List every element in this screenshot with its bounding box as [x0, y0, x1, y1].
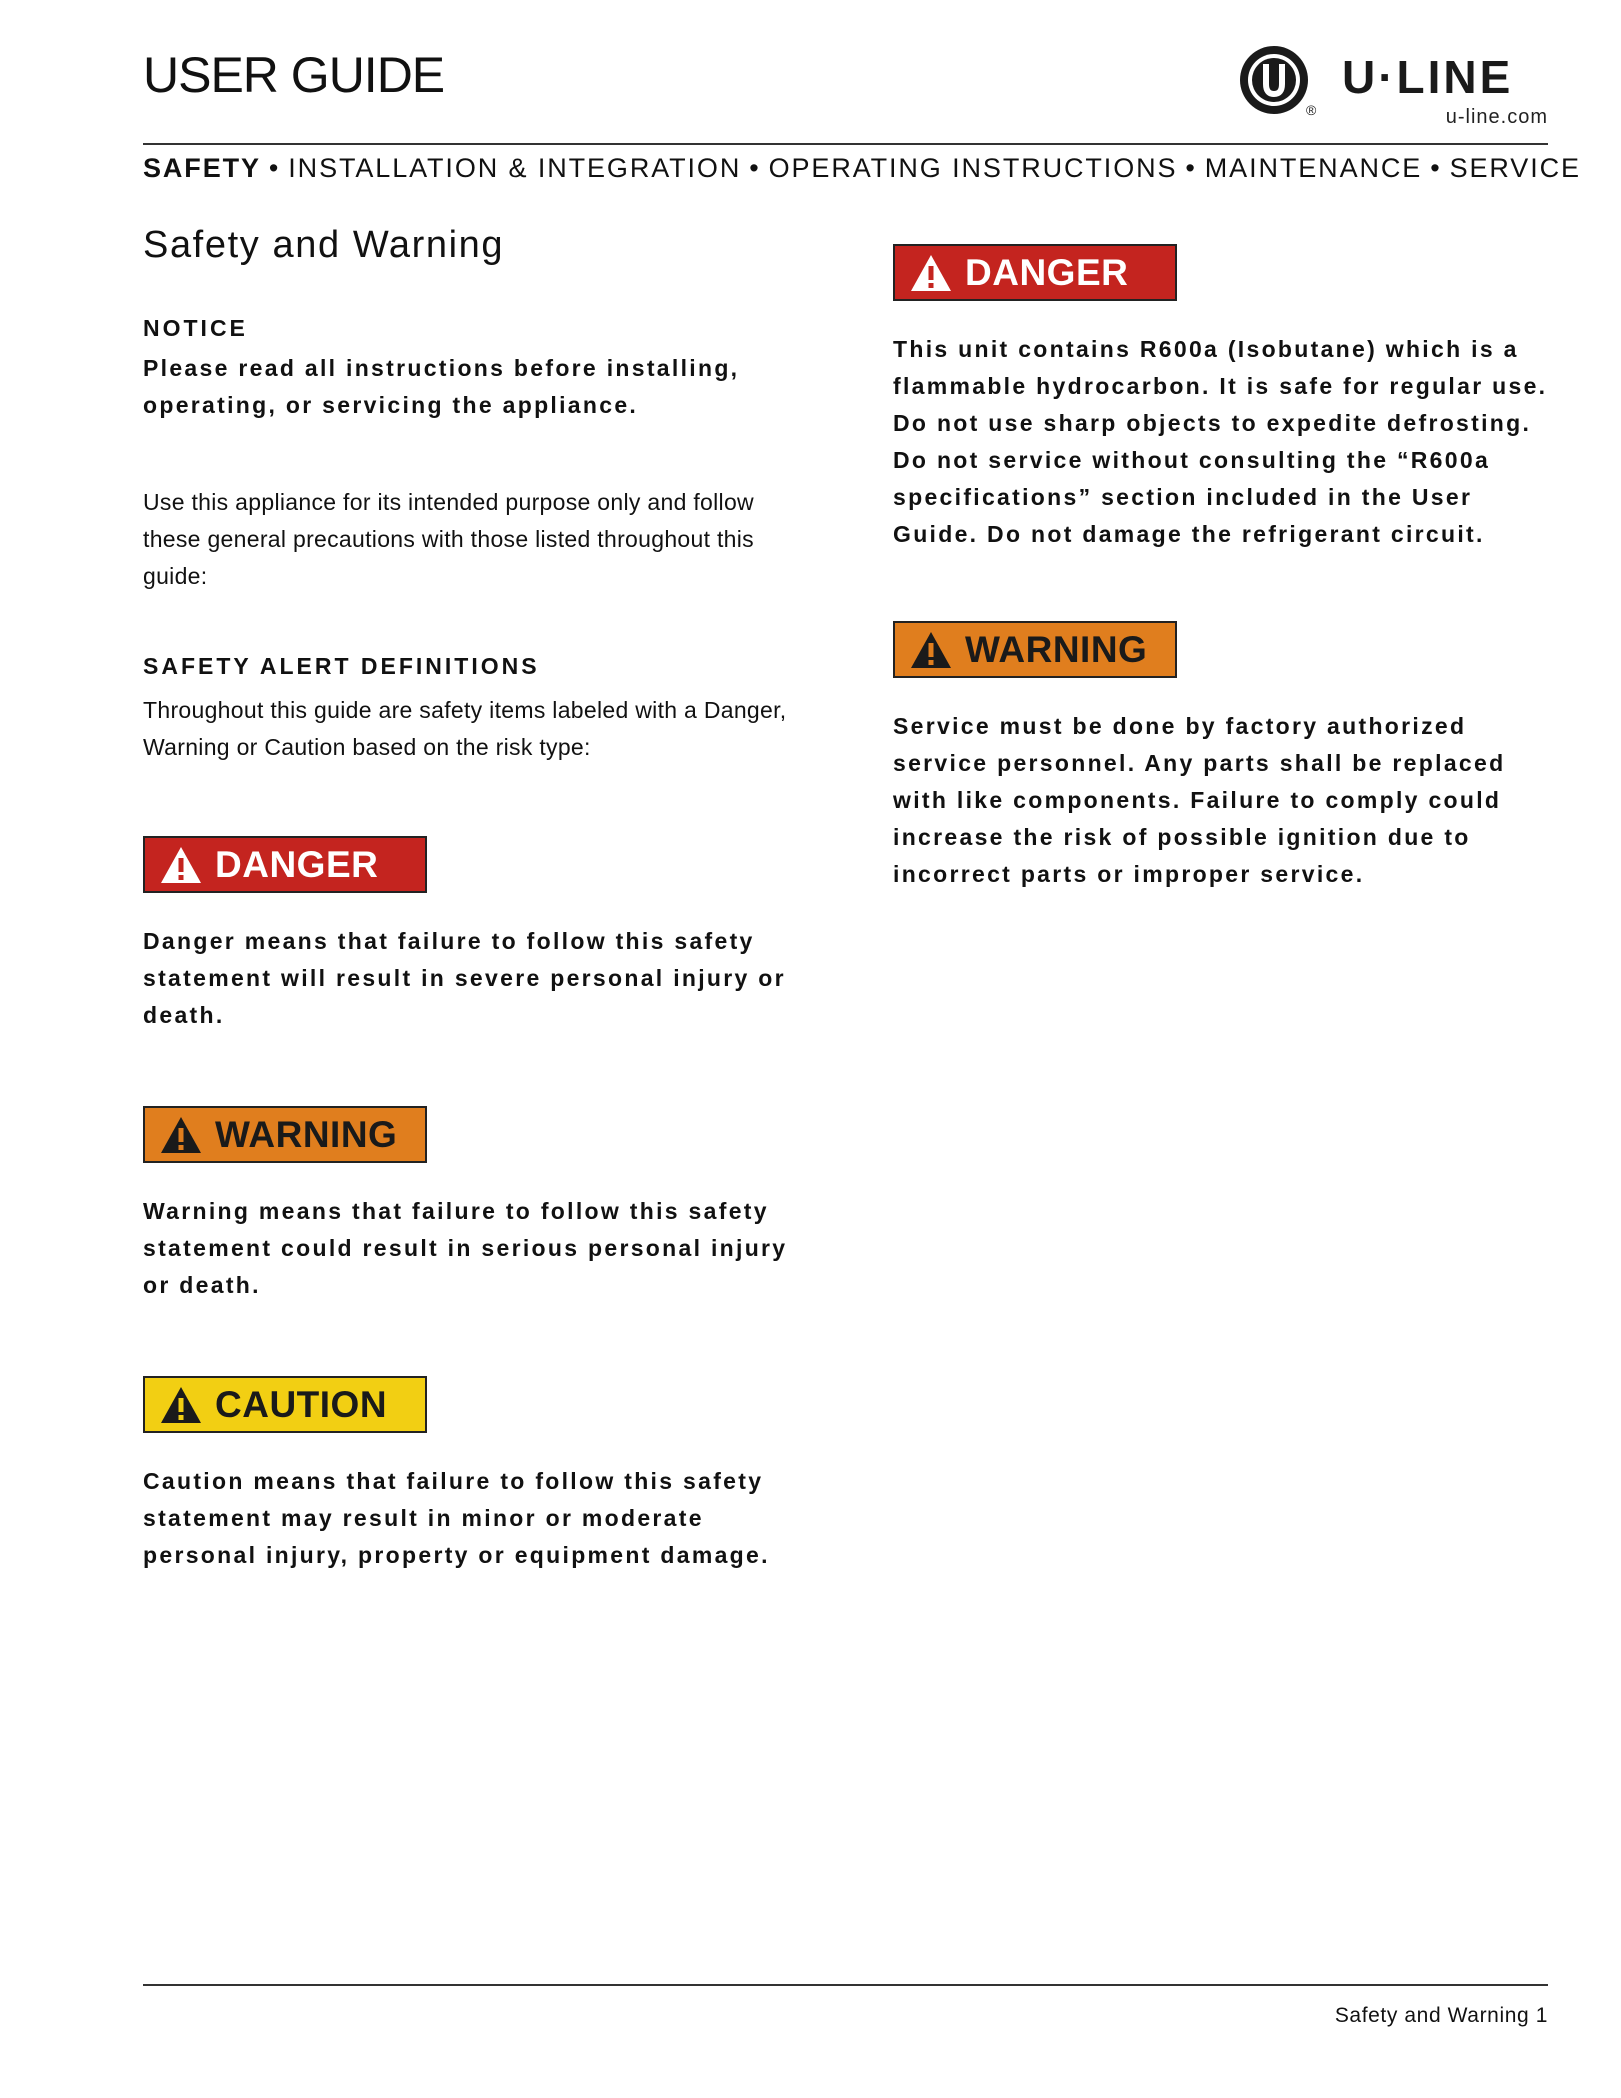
danger-label: DANGER: [965, 251, 1129, 293]
warning-signal: [143, 1106, 427, 1163]
nav-separator: •: [749, 153, 761, 183]
warning-triangle-icon: [909, 630, 953, 670]
warning-label: WARNING: [965, 628, 1148, 670]
notice-heading: NOTICE: [143, 315, 248, 341]
danger-label: DANGER: [215, 843, 379, 885]
caution-signal: [143, 1376, 427, 1433]
registered-mark: ®: [1306, 102, 1317, 118]
intro-text: Use this appliance for its intended purpose only and follow these general precautions with those listed throughout this guide:: [143, 489, 754, 589]
warning-definition: Warning means that failure to follow this safety statement could result in serious personal injury or death.: [143, 1198, 788, 1298]
warning-label: WARNING: [215, 1113, 398, 1155]
footer-divider: [143, 1984, 1548, 1986]
warning-triangle-icon: [159, 845, 203, 885]
caution-label: CAUTION: [215, 1383, 388, 1425]
section-title: Safety and Warning: [143, 224, 505, 266]
warning-signal: [893, 621, 1177, 678]
r600a-danger-text: This unit contains R600a (Isobutane) which is a flammable hydrocarbon. It is safe for regular use. Do not use sharp objects to expedite defrosting. Do not service without consulting the “R600a specifications” section included in the User Guide. Do not damage the refrigerant circuit.: [893, 336, 1548, 547]
notice-text: Please read all instructions before installing, operating, or servicing the appliance.: [143, 355, 740, 418]
danger-definition: Danger means that failure to follow this safety statement will result in severe personal injury or death.: [143, 928, 786, 1028]
section-nav: [143, 153, 1581, 184]
right-column: [893, 244, 1548, 893]
nav-separator: •: [1430, 153, 1442, 183]
nav-item-operating[interactable]: OPERATING INSTRUCTIONS: [768, 153, 1178, 183]
nav-item-safety[interactable]: SAFETY: [143, 153, 261, 183]
brand-logo[interactable]: [1238, 44, 1548, 130]
document-title: USER GUIDE: [143, 47, 445, 103]
nav-item-service[interactable]: SERVICE: [1449, 153, 1581, 183]
caution-definition: Caution means that failure to follow this safety statement may result in minor or moderate personal injury, property or equipment damage.: [143, 1468, 770, 1568]
definitions-heading: SAFETY ALERT DEFINITIONS: [143, 653, 540, 679]
page-footer-label: Safety and Warning 1: [1334, 2004, 1548, 2027]
nav-item-maintenance[interactable]: MAINTENANCE: [1204, 153, 1423, 183]
danger-signal: [893, 244, 1177, 301]
danger-signal: [143, 836, 427, 893]
nav-separator: •: [268, 153, 281, 183]
nav-separator: •: [1185, 153, 1197, 183]
header-divider: [143, 143, 1548, 145]
service-warning-text: Service must be done by factory authorized service personnel. Any parts shall be replaced with like components. Failure to comply could increase the risk of possible ignition due to incorrect parts or improper service.: [893, 713, 1506, 887]
nav-item-installation[interactable]: INSTALLATION & INTEGRATION: [288, 153, 742, 183]
logo-url[interactable]: u-line.com: [1445, 106, 1548, 128]
left-column: [143, 224, 798, 1574]
definitions-intro: Throughout this guide are safety items labeled with a Danger, Warning or Caution based on the risk type:: [143, 697, 787, 760]
warning-triangle-icon: [159, 1385, 203, 1425]
warning-triangle-icon: [159, 1115, 203, 1155]
logo-wordmark: U·LINE: [1342, 51, 1514, 103]
u-line-logo-icon: [1238, 44, 1310, 116]
warning-triangle-icon: [909, 253, 953, 293]
